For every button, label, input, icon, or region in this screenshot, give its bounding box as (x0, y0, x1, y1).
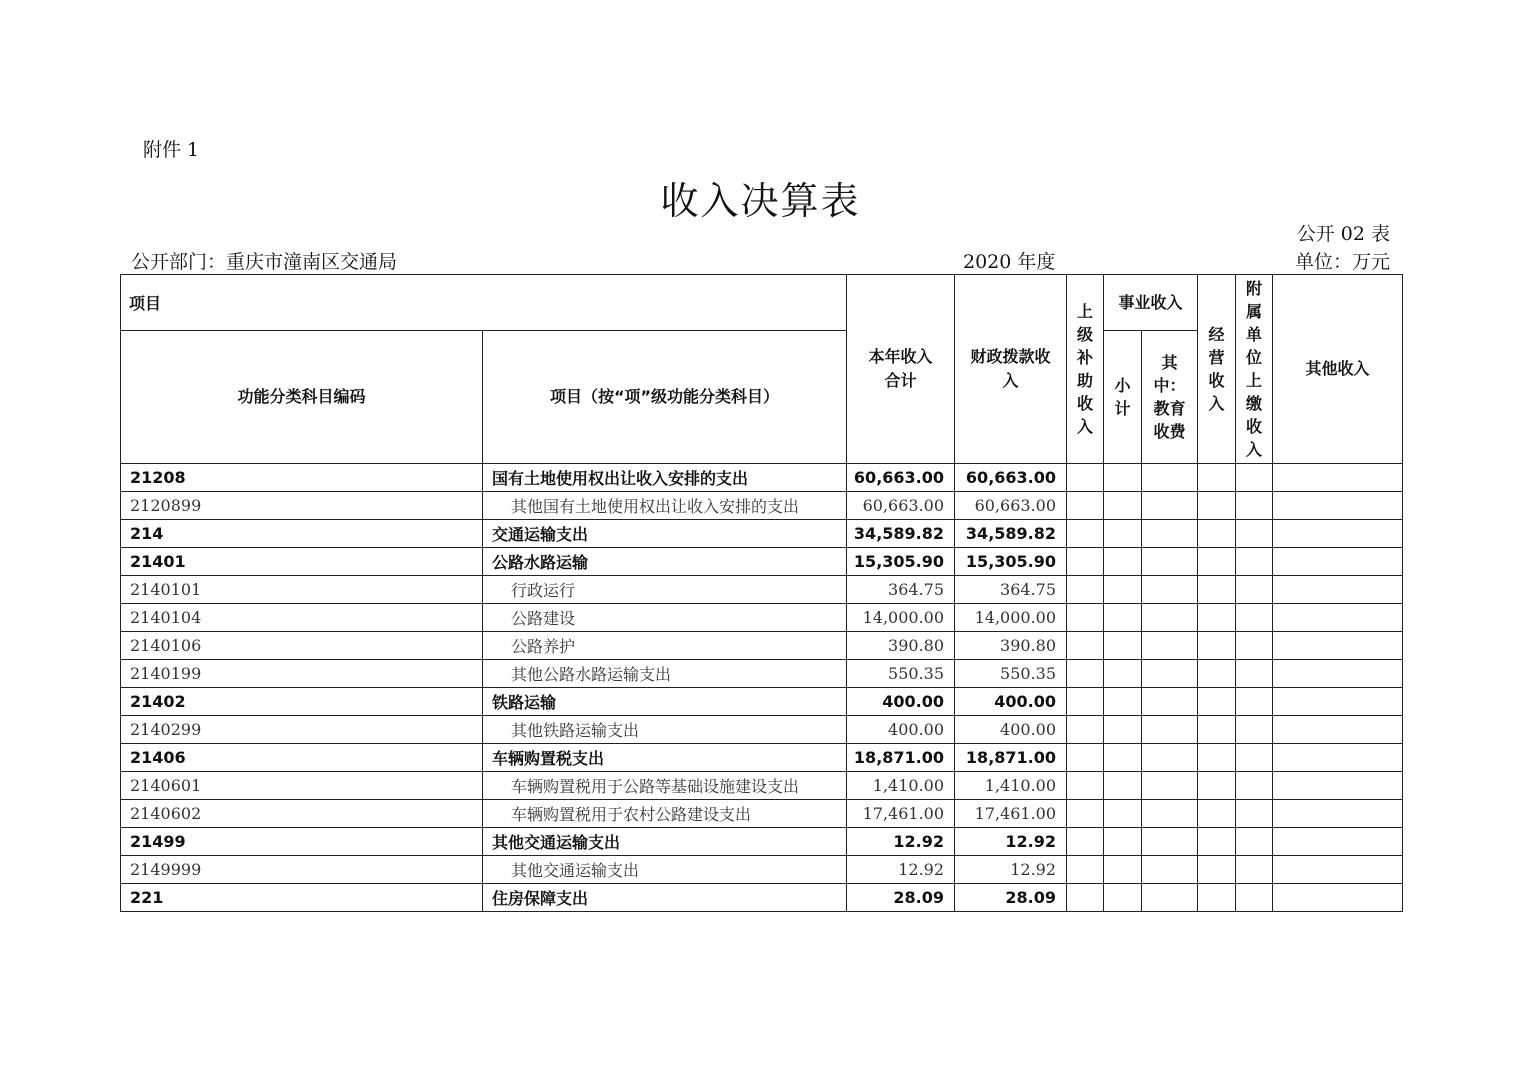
cell-other (1273, 744, 1403, 772)
cell-code: 2140104 (121, 604, 483, 632)
header-subtotal: 小计 (1104, 331, 1142, 464)
cell-superior (1067, 464, 1104, 492)
cell-subtotal (1104, 688, 1142, 716)
cell-fiscal: 400.00 (955, 716, 1067, 744)
cell-operating (1198, 548, 1236, 576)
cell-name: 车辆购置税用于公路等基础设施建设支出 (483, 772, 847, 800)
table-row (121, 772, 1403, 800)
cell-education (1142, 464, 1198, 492)
cell-operating (1198, 492, 1236, 520)
cell-subtotal (1104, 744, 1142, 772)
header-operating: 经营收入 (1198, 275, 1236, 464)
cell-code: 21208 (121, 464, 483, 492)
cell-other (1273, 800, 1403, 828)
cell-subtotal (1104, 884, 1142, 912)
cell-education (1142, 744, 1198, 772)
cell-other (1273, 716, 1403, 744)
cell-fiscal: 60,663.00 (955, 492, 1067, 520)
cell-name: 铁路运输 (483, 688, 847, 716)
cell-education (1142, 548, 1198, 576)
cell-total: 12.92 (847, 856, 955, 884)
cell-operating (1198, 688, 1236, 716)
header-fiscal: 财政拨款收入 (955, 275, 1067, 464)
cell-name: 其他国有土地使用权出让收入安排的支出 (483, 492, 847, 520)
cell-education (1142, 856, 1198, 884)
cell-total: 550.35 (847, 660, 955, 688)
cell-education (1142, 492, 1198, 520)
cell-fiscal: 12.92 (955, 828, 1067, 856)
cell-superior (1067, 716, 1104, 744)
header-education: 其中：教育收费 (1142, 331, 1198, 464)
cell-education (1142, 716, 1198, 744)
cell-superior (1067, 492, 1104, 520)
cell-fiscal: 17,461.00 (955, 800, 1067, 828)
table-row (121, 604, 1403, 632)
table-row (121, 520, 1403, 548)
cell-superior (1067, 604, 1104, 632)
table-row (121, 492, 1403, 520)
cell-affiliated (1236, 744, 1273, 772)
cell-education (1142, 688, 1198, 716)
table-row (121, 632, 1403, 660)
cell-fiscal: 28.09 (955, 884, 1067, 912)
cell-name: 其他公路水路运输支出 (483, 660, 847, 688)
cell-total: 60,663.00 (847, 464, 955, 492)
cell-other (1273, 884, 1403, 912)
cell-other (1273, 576, 1403, 604)
cell-operating (1198, 884, 1236, 912)
table-row (121, 464, 1403, 492)
cell-total: 15,305.90 (847, 548, 955, 576)
cell-operating (1198, 744, 1236, 772)
cell-affiliated (1236, 800, 1273, 828)
cell-code: 2140299 (121, 716, 483, 744)
cell-subtotal (1104, 576, 1142, 604)
cell-fiscal: 400.00 (955, 688, 1067, 716)
cell-superior (1067, 884, 1104, 912)
header-code: 功能分类科目编码 (121, 331, 483, 464)
cell-education (1142, 632, 1198, 660)
cell-total: 18,871.00 (847, 744, 955, 772)
cell-subtotal (1104, 828, 1142, 856)
cell-code: 2140601 (121, 772, 483, 800)
cell-affiliated (1236, 716, 1273, 744)
cell-name: 公路水路运输 (483, 548, 847, 576)
cell-affiliated (1236, 464, 1273, 492)
cell-code: 21406 (121, 744, 483, 772)
cell-other (1273, 660, 1403, 688)
income-table (120, 274, 1403, 912)
header-business: 事业收入 (1104, 275, 1198, 331)
cell-affiliated (1236, 884, 1273, 912)
cell-total: 12.92 (847, 828, 955, 856)
cell-subtotal (1104, 772, 1142, 800)
cell-superior (1067, 576, 1104, 604)
header-total: 本年收入合计 (847, 275, 955, 464)
cell-total: 17,461.00 (847, 800, 955, 828)
cell-other (1273, 520, 1403, 548)
cell-affiliated (1236, 520, 1273, 548)
table-row (121, 576, 1403, 604)
cell-education (1142, 772, 1198, 800)
cell-superior (1067, 660, 1104, 688)
cell-operating (1198, 520, 1236, 548)
cell-fiscal: 14,000.00 (955, 604, 1067, 632)
cell-code: 2120899 (121, 492, 483, 520)
cell-superior (1067, 772, 1104, 800)
cell-other (1273, 492, 1403, 520)
cell-operating (1198, 856, 1236, 884)
cell-total: 1,410.00 (847, 772, 955, 800)
cell-name: 车辆购置税用于农村公路建设支出 (483, 800, 847, 828)
header-superior: 上级补助收入 (1067, 275, 1104, 464)
cell-subtotal (1104, 660, 1142, 688)
cell-code: 2140199 (121, 660, 483, 688)
cell-subtotal (1104, 492, 1142, 520)
cell-fiscal: 550.35 (955, 660, 1067, 688)
department-label: 公开部门：重庆市潼南区交通局 (131, 251, 398, 273)
cell-code: 2149999 (121, 856, 483, 884)
table-row (121, 688, 1403, 716)
cell-affiliated (1236, 688, 1273, 716)
cell-fiscal: 18,871.00 (955, 744, 1067, 772)
header-other: 其他收入 (1273, 275, 1403, 464)
cell-operating (1198, 632, 1236, 660)
cell-subtotal (1104, 632, 1142, 660)
cell-superior (1067, 744, 1104, 772)
cell-subtotal (1104, 548, 1142, 576)
cell-code: 21499 (121, 828, 483, 856)
cell-fiscal: 15,305.90 (955, 548, 1067, 576)
cell-education (1142, 604, 1198, 632)
cell-code: 2140106 (121, 632, 483, 660)
cell-fiscal: 390.80 (955, 632, 1067, 660)
cell-affiliated (1236, 660, 1273, 688)
cell-name: 交通运输支出 (483, 520, 847, 548)
cell-operating (1198, 800, 1236, 828)
cell-superior (1067, 800, 1104, 828)
cell-affiliated (1236, 856, 1273, 884)
cell-name: 公路养护 (483, 632, 847, 660)
cell-subtotal (1104, 800, 1142, 828)
table-row (121, 660, 1403, 688)
cell-code: 21402 (121, 688, 483, 716)
cell-operating (1198, 464, 1236, 492)
table-row (121, 884, 1403, 912)
cell-code: 2140602 (121, 800, 483, 828)
cell-superior (1067, 632, 1104, 660)
cell-operating (1198, 660, 1236, 688)
cell-name: 其他交通运输支出 (483, 856, 847, 884)
page-title: 收入决算表 (660, 179, 861, 223)
header-name: 项目（按“项”级功能分类科目） (483, 331, 847, 464)
cell-other (1273, 828, 1403, 856)
cell-superior (1067, 856, 1104, 884)
table-row (121, 548, 1403, 576)
cell-total: 34,589.82 (847, 520, 955, 548)
cell-code: 21401 (121, 548, 483, 576)
cell-education (1142, 800, 1198, 828)
cell-subtotal (1104, 520, 1142, 548)
cell-other (1273, 688, 1403, 716)
unit-label: 单位：万元 (1294, 251, 1390, 273)
attachment-label: 附件 1 (143, 139, 200, 161)
cell-subtotal (1104, 464, 1142, 492)
cell-total: 390.80 (847, 632, 955, 660)
header-affiliated: 附属单位上缴收入 (1236, 275, 1273, 464)
cell-education (1142, 520, 1198, 548)
table-row (121, 828, 1403, 856)
cell-other (1273, 548, 1403, 576)
cell-superior (1067, 688, 1104, 716)
cell-education (1142, 884, 1198, 912)
cell-subtotal (1104, 856, 1142, 884)
table-row (121, 744, 1403, 772)
cell-operating (1198, 576, 1236, 604)
cell-affiliated (1236, 492, 1273, 520)
cell-affiliated (1236, 604, 1273, 632)
cell-total: 364.75 (847, 576, 955, 604)
cell-other (1273, 604, 1403, 632)
cell-education (1142, 576, 1198, 604)
cell-operating (1198, 716, 1236, 744)
year-label: 2020 年度 (963, 251, 1056, 273)
cell-name: 其他交通运输支出 (483, 828, 847, 856)
cell-name: 住房保障支出 (483, 884, 847, 912)
cell-total: 28.09 (847, 884, 955, 912)
cell-total: 400.00 (847, 688, 955, 716)
cell-total: 14,000.00 (847, 604, 955, 632)
cell-code: 2140101 (121, 576, 483, 604)
cell-other (1273, 632, 1403, 660)
cell-affiliated (1236, 828, 1273, 856)
header-item: 项目 (121, 275, 847, 331)
cell-code: 221 (121, 884, 483, 912)
cell-name: 车辆购置税支出 (483, 744, 847, 772)
cell-name: 公路建设 (483, 604, 847, 632)
cell-total: 60,663.00 (847, 492, 955, 520)
cell-superior (1067, 828, 1104, 856)
cell-other (1273, 464, 1403, 492)
cell-fiscal: 34,589.82 (955, 520, 1067, 548)
cell-name: 国有土地使用权出让收入安排的支出 (483, 464, 847, 492)
cell-code: 214 (121, 520, 483, 548)
cell-affiliated (1236, 772, 1273, 800)
cell-name: 行政运行 (483, 576, 847, 604)
cell-fiscal: 1,410.00 (955, 772, 1067, 800)
form-number: 公开 02 表 (1296, 223, 1390, 245)
table-row (121, 800, 1403, 828)
cell-education (1142, 828, 1198, 856)
table-row (121, 716, 1403, 744)
cell-affiliated (1236, 548, 1273, 576)
cell-fiscal: 60,663.00 (955, 464, 1067, 492)
cell-total: 400.00 (847, 716, 955, 744)
cell-subtotal (1104, 716, 1142, 744)
cell-affiliated (1236, 632, 1273, 660)
cell-operating (1198, 772, 1236, 800)
cell-superior (1067, 520, 1104, 548)
cell-other (1273, 856, 1403, 884)
cell-education (1142, 660, 1198, 688)
cell-other (1273, 772, 1403, 800)
table-row (121, 856, 1403, 884)
cell-subtotal (1104, 604, 1142, 632)
cell-superior (1067, 548, 1104, 576)
cell-operating (1198, 828, 1236, 856)
cell-fiscal: 12.92 (955, 856, 1067, 884)
cell-name: 其他铁路运输支出 (483, 716, 847, 744)
cell-fiscal: 364.75 (955, 576, 1067, 604)
cell-affiliated (1236, 576, 1273, 604)
cell-operating (1198, 604, 1236, 632)
